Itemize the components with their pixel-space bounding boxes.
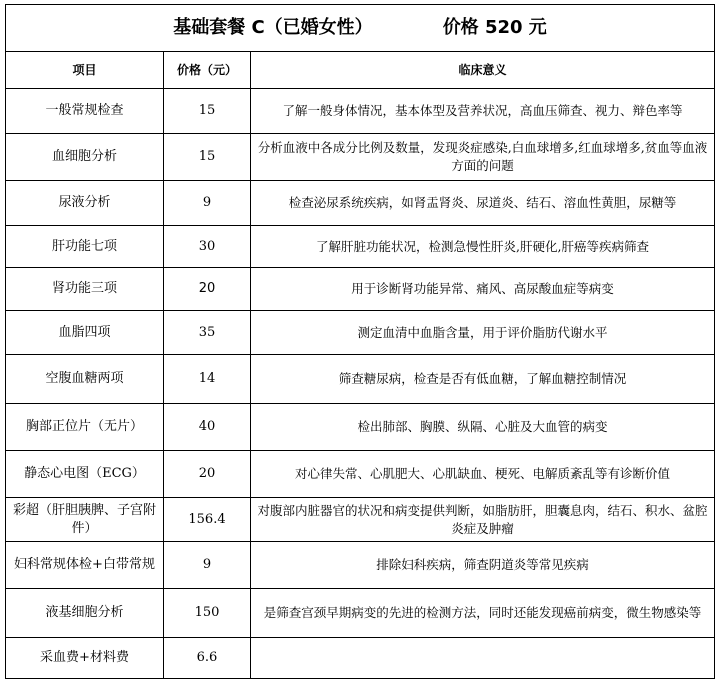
table-row [6, 589, 715, 638]
item-cell: 肾功能三项 [6, 268, 164, 311]
title-cell [6, 5, 715, 52]
item-cell: 采血费+材料费 [6, 638, 164, 679]
package-title: 基础套餐 C（已婚女性） [173, 17, 373, 38]
item-cell: 肝功能七项 [6, 226, 164, 268]
item-cell: 静态心电图（ECG） [6, 451, 164, 498]
table-row [6, 311, 715, 355]
exam-package-sheet [5, 4, 714, 679]
package-price: 价格 520 元 [442, 17, 547, 38]
table-row [6, 181, 715, 226]
price-cell: 20 [164, 268, 251, 311]
table-row [6, 89, 715, 134]
price-cell: 15 [164, 89, 251, 134]
meaning-cell: 了解一般身体情况，基本体型及营养状况，高血压筛查、视力、辩色率等 [251, 89, 715, 134]
table-row [6, 355, 715, 404]
item-cell: 血脂四项 [6, 311, 164, 355]
item-cell: 尿液分析 [6, 181, 164, 226]
price-cell: 9 [164, 542, 251, 589]
meaning-cell: 检出肺部、胸膜、纵隔、心脏及大血管的病变 [251, 404, 715, 451]
header-price: 价格（元） [164, 52, 251, 89]
meaning-cell: 分析血液中各成分比例及数量，发现炎症感染,白血球增多,红血球增多,贫血等血液方面的问题 [251, 134, 715, 181]
table-row [6, 134, 715, 181]
price-cell: 35 [164, 311, 251, 355]
table-row [6, 226, 715, 268]
meaning-cell: 测定血清中血脂含量，用于评价脂肪代谢水平 [251, 311, 715, 355]
item-cell: 空腹血糖两项 [6, 355, 164, 404]
meaning-cell: 排除妇科疾病，筛查阴道炎等常见疾病 [251, 542, 715, 589]
price-cell: 150 [164, 589, 251, 638]
title-row [6, 5, 715, 52]
header-row [6, 52, 715, 89]
table-row [6, 498, 715, 542]
header-meaning: 临床意义 [251, 52, 715, 89]
price-cell: 6.6 [164, 638, 251, 679]
meaning-cell: 是筛查宫颈早期病变的先进的检测方法，同时还能发现癌前病变，微生物感染等 [251, 589, 715, 638]
price-cell: 40 [164, 404, 251, 451]
meaning-cell: 检查泌尿系统疾病，如肾盂肾炎、尿道炎、结石、溶血性黄胆，尿糖等 [251, 181, 715, 226]
table-row [6, 404, 715, 451]
item-cell: 一般常规检查 [6, 89, 164, 134]
item-cell: 胸部正位片（无片） [6, 404, 164, 451]
header-item: 项目 [6, 52, 164, 89]
price-cell: 9 [164, 181, 251, 226]
table-row [6, 451, 715, 498]
meaning-cell: 了解肝脏功能状况，检测急慢性肝炎,肝硬化,肝癌等疾病筛查 [251, 226, 715, 268]
meaning-cell: 用于诊断肾功能异常、痛风、高尿酸血症等病变 [251, 268, 715, 311]
table-row [6, 638, 715, 679]
price-cell: 15 [164, 134, 251, 181]
price-cell: 14 [164, 355, 251, 404]
meaning-cell: 对心律失常、心肌肥大、心肌缺血、梗死、电解质紊乱等有诊断价值 [251, 451, 715, 498]
item-cell: 血细胞分析 [6, 134, 164, 181]
price-cell: 20 [164, 451, 251, 498]
meaning-cell [251, 638, 715, 679]
item-cell: 彩超（肝胆胰脾、子宫附件） [6, 498, 164, 542]
price-cell: 156.4 [164, 498, 251, 542]
meaning-cell: 筛查糖尿病，检查是否有低血糖，了解血糖控制情况 [251, 355, 715, 404]
item-cell: 妇科常规体检+白带常规 [6, 542, 164, 589]
table-row [6, 268, 715, 311]
item-cell: 液基细胞分析 [6, 589, 164, 638]
package-table [5, 4, 715, 679]
price-cell: 30 [164, 226, 251, 268]
meaning-cell: 对腹部内脏器官的状况和病变提供判断，如脂肪肝，胆囊息肉，结石、积水、盆腔炎症及肿瘤 [251, 498, 715, 542]
table-row [6, 542, 715, 589]
